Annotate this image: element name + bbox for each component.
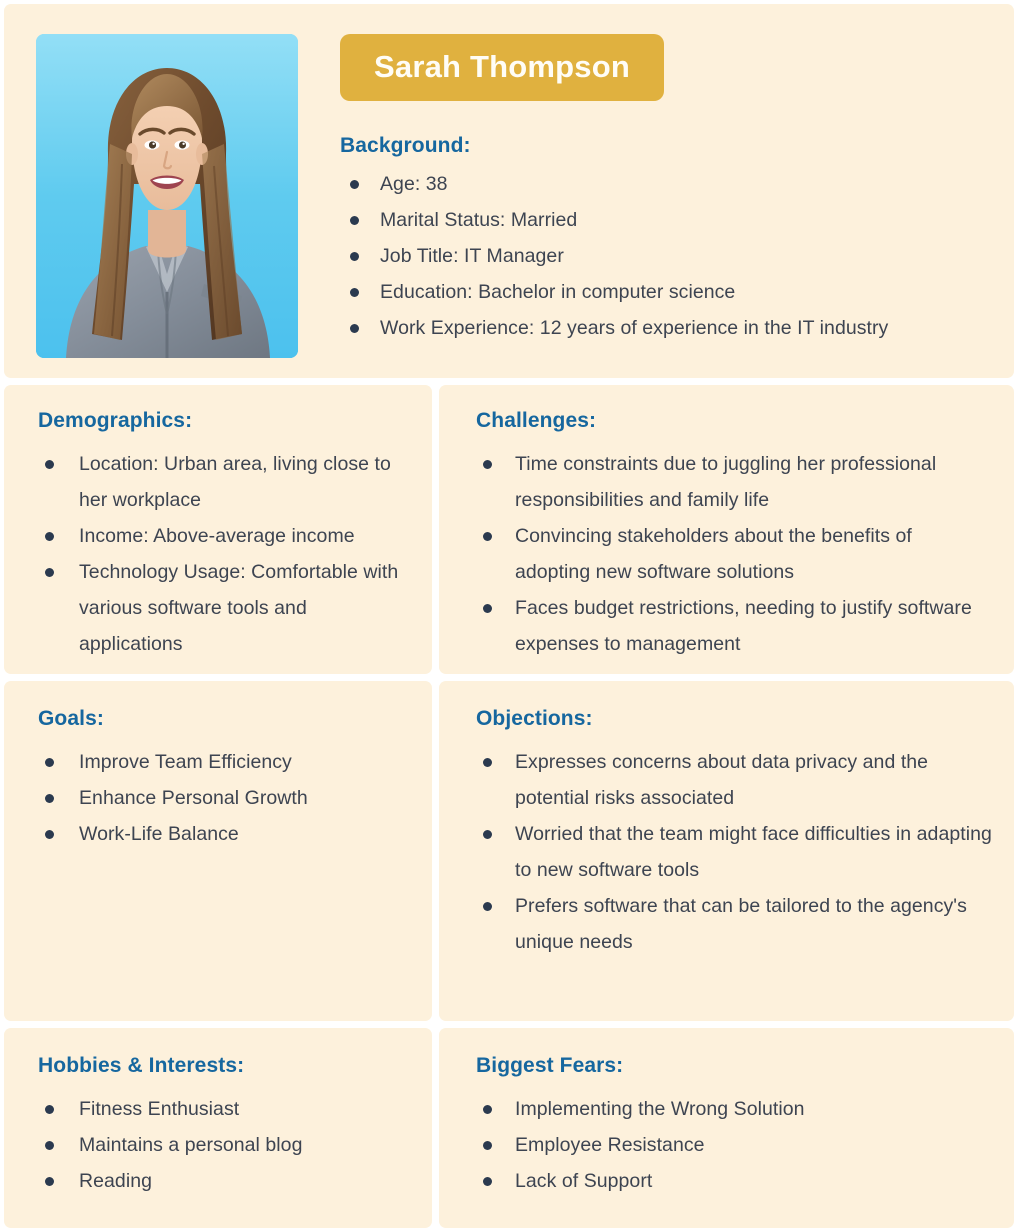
goals-list <box>38 745 410 853</box>
list-item: Marital Status: Married <box>340 203 988 239</box>
list-item: Fitness Enthusiast <box>38 1092 410 1128</box>
background-list <box>340 167 988 346</box>
hobbies-card <box>4 1028 432 1228</box>
biggest-fears-card <box>439 1028 1014 1228</box>
list-item: Income: Above-average income <box>38 519 410 555</box>
portrait-photo <box>36 34 298 358</box>
background-title: Background: <box>340 134 471 157</box>
list-item: Implementing the Wrong Solution <box>476 1092 992 1128</box>
goals-card <box>4 681 432 1021</box>
list-item: Age: 38 <box>340 167 988 203</box>
list-item: Work Experience: 12 years of experience in the IT industry <box>340 311 988 347</box>
list-item: Faces budget restrictions, needing to justify software expenses to management <box>476 591 992 663</box>
objections-card <box>439 681 1014 1021</box>
list-item: Improve Team Efficiency <box>38 745 410 781</box>
hobbies-title: Hobbies & Interests: <box>38 1054 245 1078</box>
list-item: Expresses concerns about data privacy and the potential risks associated <box>476 745 992 817</box>
goals-title: Goals: <box>38 707 104 731</box>
persona-header-card <box>4 4 1014 378</box>
challenges-card <box>439 385 1014 674</box>
list-item: Lack of Support <box>476 1164 992 1200</box>
challenges-title: Challenges: <box>476 409 597 433</box>
list-item: Work-Life Balance <box>38 817 410 853</box>
objections-title: Objections: <box>476 707 593 731</box>
list-item: Worried that the team might face difficulties in adapting to new software tools <box>476 817 992 889</box>
demographics-challenges-row <box>4 385 1014 674</box>
avatar <box>36 34 298 358</box>
challenges-list <box>476 447 992 662</box>
list-item: Job Title: IT Manager <box>340 239 988 275</box>
biggest-fears-title: Biggest Fears: <box>476 1054 624 1078</box>
list-item: Education: Bachelor in computer science <box>340 275 988 311</box>
hobbies-list <box>38 1092 410 1200</box>
list-item: Convincing stakeholders about the benefits of adopting new software solutions <box>476 519 992 591</box>
demographics-card <box>4 385 432 674</box>
list-item: Prefers software that can be tailored to the agency's unique needs <box>476 889 992 961</box>
demographics-title: Demographics: <box>38 409 193 433</box>
objections-list <box>476 745 992 960</box>
list-item: Enhance Personal Growth <box>38 781 410 817</box>
demographics-list <box>38 447 410 662</box>
header-row <box>4 4 1014 378</box>
list-item: Employee Resistance <box>476 1128 992 1164</box>
goals-objections-row <box>4 681 1014 1021</box>
list-item: Maintains a personal blog <box>38 1128 410 1164</box>
header-text-column <box>298 34 998 360</box>
list-item: Reading <box>38 1164 410 1200</box>
list-item: Technology Usage: Comfortable with various software tools and applications <box>38 555 410 663</box>
hobbies-fears-row <box>4 1028 1014 1228</box>
biggest-fears-list <box>476 1092 992 1200</box>
persona-name-badge: Sarah Thompson <box>340 34 664 101</box>
list-item: Location: Urban area, living close to her workplace <box>38 447 410 519</box>
list-item: Time constraints due to juggling her professional responsibilities and family life <box>476 447 992 519</box>
